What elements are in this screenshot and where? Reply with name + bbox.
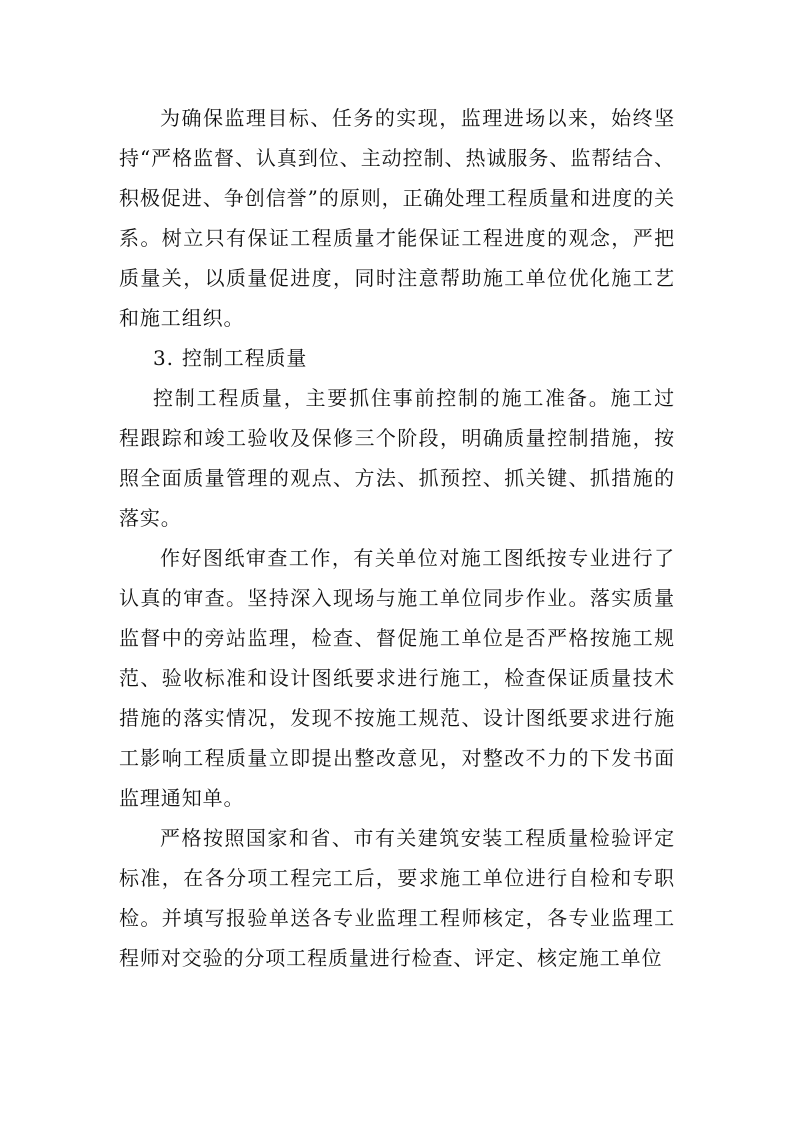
paragraph-quality-control: 控制工程质量，主要抓住事前控制的施工准备。施工过程跟踪和竣工验收及保修三个阶段，明确质量控制措施，按照全面质量管理的观点、方法、抓预控、抓关键、抓措施的落实。 bbox=[119, 386, 675, 530]
section-heading bbox=[119, 338, 675, 378]
paragraph-inspection-standards: 严格按照国家和省、市有关建筑安装工程质量检验评定标准，在各分项工程完工后，要求施工单位进行自检和专职检。并填写报验单送各专业监理工程师核定，各专业监理工程师对交验的分项工程质量进行检查、评定、核定施工单位 bbox=[119, 826, 675, 970]
section-title: 控制工程质量 bbox=[181, 346, 308, 370]
document-body bbox=[119, 98, 675, 978]
section-number: 3. bbox=[153, 346, 174, 370]
paragraph-quality-principles: 为确保监理目标、任务的实现，监理进场以来，始终坚持“严格监督、认真到位、主动控制、热诚服务、监帮结合、积极促进、争创信誉”的原则，正确处理工程质量和进度的关系。树立只有保证工程质量才能保证工程进度的观念，严把质量关，以质量促进度，同时注意帮助施工单位优化施工艺和施工组织。 bbox=[119, 106, 675, 330]
paragraph-drawing-review: 作好图纸审查工作，有关单位对施工图纸按专业进行了认真的审查。坚持深入现场与施工单位同步作业。落实质量监督中的旁站监理，检查、督促施工单位是否严格按施工规范、验收标准和设计图纸要求进行施工，检查保证质量技术措施的落实情况，发现不按施工规范、设计图纸要求进行施工影响工程质量立即提出整改意见，对整改不力的下发书面监理通知单。 bbox=[119, 546, 675, 810]
